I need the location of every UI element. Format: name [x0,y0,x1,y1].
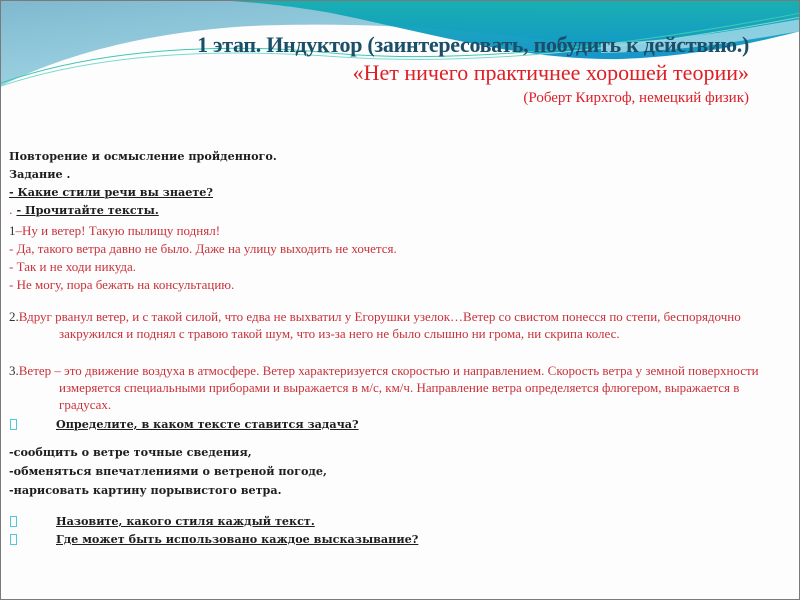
slide-quote: «Нет ничего практичнее хорошей теории» [352,60,749,85]
text-1-line: - Да, такого ветра давно не было. Даже на улицу выходить не хочется. [9,241,397,256]
text-3-body: Ветер – это движение воздуха в атмосфере. Ветер характеризуется скоростью и направлением. Скорость ветра у земной поверхности измеряется специальными приборами и выражается в м/с, км/ч. Направление ветра определяется флюгером, выражается в градусах. [18,363,759,412]
task-label: Задание . [9,167,71,181]
slide-content [9,147,789,548]
intro-text: Повторение и осмысление пройденного. [9,149,277,163]
question-name-style: Назовите, какого стиля каждый текст. [56,514,315,528]
text-1-line: - Так и не ходи никуда. [9,259,137,274]
bullet-icon [10,516,17,527]
bullet-item [9,512,789,530]
option-item: -обменяться впечатлениями о ветреной погоде, [9,464,327,478]
slide-title: 1 этап. Индуктор (заинтересовать, побудить к действию.) [197,32,749,57]
text-3 [9,362,789,413]
bullet-item [9,530,789,548]
quote-author: (Роберт Кирхгоф, немецкий физик) [523,90,749,106]
text-3-number: 3. [9,363,19,378]
option-item: -нарисовать картину порывистого ветра. [9,483,282,497]
question-usage: Где может быть использовано каждое высказывание? [56,532,419,546]
text-1-number: 1 [9,223,16,238]
text-2 [9,308,789,342]
text-2-number: 2. [9,309,19,324]
text-2-body: Вдруг рванул ветер, и с такой силой, что едва не выхватил у Егорушки узелок…Ветер со свистом понесся по степи, беспорядочно закружился и поднял с травою такой шум, что из-за него не было слышно ни грома, ни скрипа колес. [18,309,741,341]
bullet-icon [10,534,17,545]
text-1-line: –Ну и ветер! Такую пылищу поднял! [15,223,221,238]
bullet-item [9,415,789,433]
bullet-icon [10,419,17,430]
read-prefix: . [9,204,13,217]
text-1-line: - Не могу, пора бежать на консультацию. [9,277,235,292]
question-styles: - Какие стили речи вы знаете? [9,185,213,199]
read-texts-instruction: - Прочитайте тексты. [16,203,159,217]
option-item: -сообщить о ветре точные сведения, [9,445,252,459]
question-task: Определите, в каком тексте ставится задача? [56,417,359,431]
text-1 [9,222,789,294]
title-block [1,31,749,107]
